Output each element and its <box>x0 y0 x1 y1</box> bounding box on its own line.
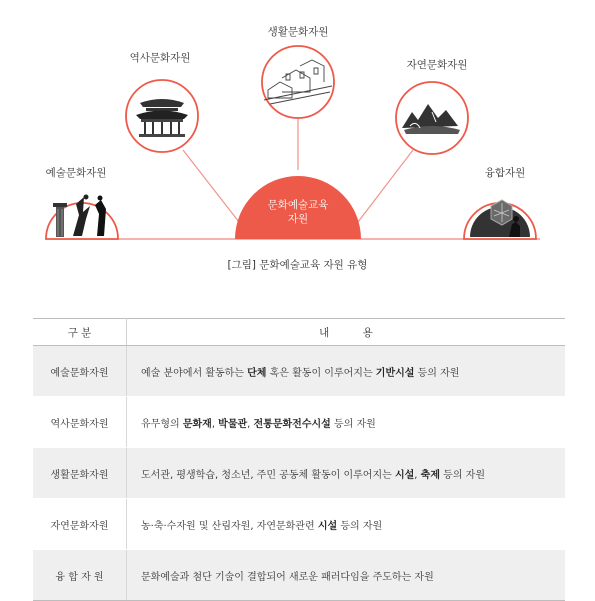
resource-label-art: 예술문화자원 <box>45 167 107 179</box>
traditional-gate-icon <box>126 80 198 152</box>
table-row <box>33 397 565 448</box>
table-row <box>33 499 565 550</box>
resource-label-life: 생활문화자원 <box>267 26 329 38</box>
content-text: 등의 자원 <box>414 367 460 379</box>
table-row <box>33 448 565 499</box>
row-content <box>127 448 566 499</box>
row-content <box>127 550 566 601</box>
row-content <box>127 397 566 448</box>
mountain-landscape-icon <box>396 82 468 154</box>
content-text: 등의 자원 <box>439 469 485 481</box>
table-row <box>33 550 565 601</box>
content-keyword: 단체 <box>247 367 267 379</box>
figure-caption: [그림] 문화예술교육 자원 유형 <box>227 259 368 271</box>
resource-label-history: 역사문화자원 <box>129 52 191 64</box>
resource-label-nature: 자연문화자원 <box>406 59 468 71</box>
header-content: 내 용 <box>127 319 566 346</box>
content-text: 예술 분야에서 활동하는 <box>141 367 248 379</box>
row-category: 역사문화자원 <box>33 397 127 448</box>
table-header-row <box>33 319 565 346</box>
center-label-line1: 문화예술교육 <box>267 199 329 211</box>
table-body <box>33 346 565 601</box>
row-category: 생활문화자원 <box>33 448 127 499</box>
content-keyword: 박물관 <box>218 418 248 430</box>
content-text: 문화예술과 첨단 기술이 결합되어 새로운 패러다임을 주도하는 자원 <box>141 571 434 583</box>
row-category: 자연문화자원 <box>33 499 127 550</box>
content-text: 도서관, 평생학습, 청소년, 주민 공동체 활동이 이루어지는 <box>141 469 395 481</box>
content-text: 등의 자원 <box>337 520 383 532</box>
content-text: 농·축·수자원 및 산림자원, 자연문화관련 <box>141 520 318 532</box>
digital-art-icon <box>464 200 536 239</box>
resource-label-fusion: 융합자원 <box>484 167 526 179</box>
content-keyword: 시설 <box>317 520 338 532</box>
content-keyword: 문화재 <box>182 418 212 430</box>
ballet-dancer-icon <box>46 195 118 240</box>
resource-table <box>33 318 565 601</box>
row-content <box>127 346 566 397</box>
content-text: , <box>211 418 219 430</box>
content-keyword: 전통문화전수시설 <box>253 418 331 430</box>
content-text: , <box>247 418 254 430</box>
center-label-line2: 자원 <box>287 213 309 225</box>
content-text: 혹은 활동이 이루어지는 <box>266 367 376 379</box>
content-keyword: 시설 <box>394 469 415 481</box>
table-row <box>33 346 565 397</box>
content-keyword: 기반시설 <box>375 367 415 379</box>
row-content <box>127 499 566 550</box>
row-category: 융 합 자 원 <box>33 550 127 601</box>
content-text: 유무형의 <box>141 418 183 430</box>
content-text: , <box>414 469 421 481</box>
resource-diagram <box>0 0 595 290</box>
header-category: 구 분 <box>33 319 127 346</box>
content-text: 등의 자원 <box>330 418 376 430</box>
town-sketch-icon <box>262 46 334 118</box>
content-keyword: 축제 <box>420 469 440 481</box>
row-category: 예술문화자원 <box>33 346 127 397</box>
